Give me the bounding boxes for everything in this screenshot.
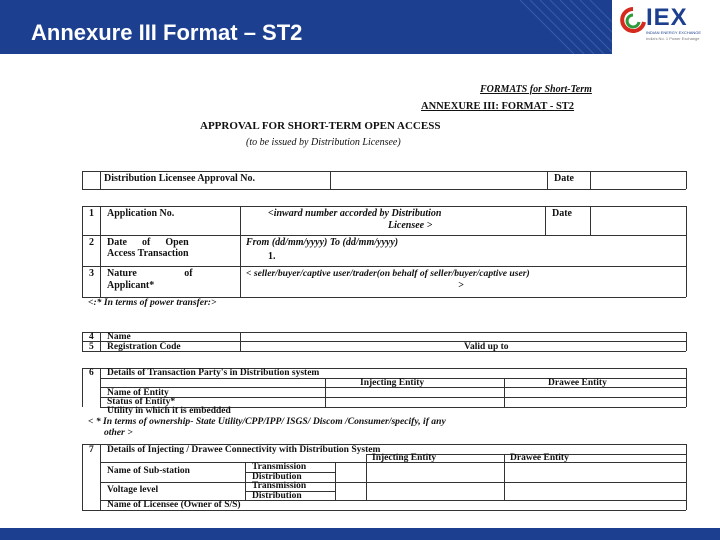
voltage-transmission: Transmission <box>252 481 307 491</box>
row3-label-line2: Applicant* <box>107 280 155 291</box>
iex-logo <box>612 0 720 54</box>
row1-label: Application No. <box>107 208 175 219</box>
row5-label: Registration Code <box>107 342 181 352</box>
issued-note: (to be issued by Distribution Licensee) <box>246 137 401 148</box>
status-of-entity-label: Status of Entity* <box>107 397 176 407</box>
row1-value-line2: Licensee > <box>388 220 433 231</box>
slide-header <box>0 0 720 54</box>
name-of-entity-label: Name of Entity <box>107 388 169 398</box>
ownership-terms-note-line2: other > <box>104 427 133 438</box>
slide-title: Annexure III Format – ST2 <box>31 20 303 45</box>
row7-injecting-entity: Injecting Entity <box>372 453 437 463</box>
formats-heading: FORMATS for Short-Term <box>480 84 592 95</box>
annexure-heading: ANNEXURE III: FORMAT - ST2 <box>421 101 575 112</box>
row7-label: Details of Injecting / Drawee Connectivity with Distribution System <box>107 445 381 455</box>
name-licensee-label: Name of Licensee (Owner of S/S) <box>107 500 241 510</box>
row2-value-line2: 1. <box>268 251 276 262</box>
row6-number: 6 <box>89 368 94 378</box>
row6-injecting-entity: Injecting Entity <box>360 378 425 388</box>
approval-title: APPROVAL FOR SHORT-TERM OPEN ACCESS <box>200 120 441 132</box>
scanned-form <box>0 54 720 528</box>
row1-number: 1 <box>89 208 94 219</box>
row4-label: Name <box>107 332 131 342</box>
approval-date-label: Date <box>554 173 574 184</box>
logo-text: IEX <box>646 4 688 31</box>
substation-transmission: Transmission <box>252 462 307 472</box>
row7-drawee-entity: Drawee Entity <box>510 453 569 463</box>
row2-number: 2 <box>89 237 94 248</box>
valid-up-to-label: Valid up to <box>464 342 509 352</box>
slide-footer-bar <box>0 528 720 540</box>
voltage-distribution: Distribution <box>252 491 302 501</box>
utility-embedded-label: Utility in which it is embedded <box>107 406 231 416</box>
row7-number: 7 <box>89 445 94 455</box>
row5-number: 5 <box>89 342 94 352</box>
name-substation-label: Name of Sub-station <box>107 466 190 476</box>
row4-number: 4 <box>89 332 94 342</box>
row1-date-label: Date <box>552 208 572 219</box>
row2-label-line2: Access Transaction <box>107 248 189 259</box>
substation-distribution: Distribution <box>252 472 302 482</box>
row3-number: 3 <box>89 268 94 279</box>
power-transfer-note: <:* In terms of power transfer:> <box>88 297 217 308</box>
logo-tagline: India's No. 1 Power Exchange <box>646 36 700 41</box>
row6-drawee-entity: Drawee Entity <box>548 378 607 388</box>
row6-label: Details of Transaction Party's in Distribution system <box>107 368 320 378</box>
row1-value-line1: <inward number accorded by Distribution <box>268 208 442 219</box>
row2-value-line1: From (dd/mm/yyyy) To (dd/mm/yyyy) <box>246 237 399 248</box>
row3-value-line2: > <box>458 280 464 291</box>
row3-value-line1: < seller/buyer/captive user/trader(on behalf of seller/buyer/captive user) <box>246 268 530 279</box>
iex-swirl-icon <box>620 6 646 36</box>
approval-no-label: Distribution Licensee Approval No. <box>104 173 255 184</box>
row2-label-line1: Date of Open <box>107 237 189 248</box>
logo-subtitle: INDIAN ENERGY EXCHANGE <box>646 30 702 35</box>
voltage-level-label: Voltage level <box>107 485 159 495</box>
ownership-terms-note-line1: < * In terms of ownership- State Utility/CPP/IPP/ ISGS/ Discom /Consumer/specify, if any <box>88 416 446 427</box>
row3-label-line1: Nature of <box>107 268 193 279</box>
